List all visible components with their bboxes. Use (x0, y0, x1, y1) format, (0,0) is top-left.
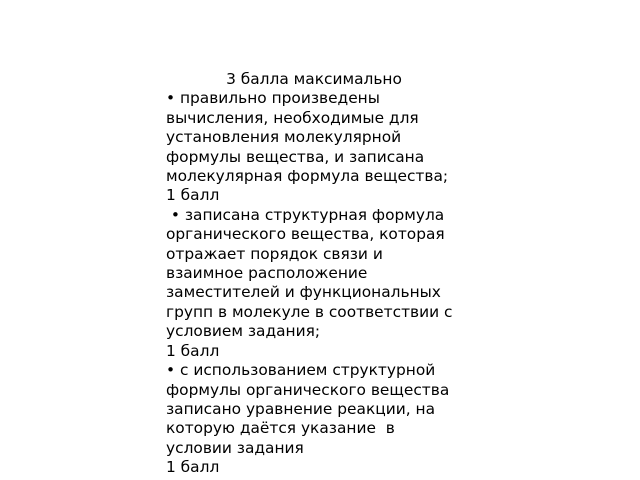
criterion-3-score: 1 балл (166, 458, 220, 477)
criterion-1-line: • правильно произведены (166, 89, 380, 108)
criterion-1-line: установления молекулярной (166, 128, 402, 147)
criterion-2-line: групп в молекуле в соответствии с (166, 302, 453, 321)
criterion-2-line: заместителей и функциональных (166, 283, 441, 302)
criterion-2-line: взаимное расположение (166, 264, 368, 283)
heading-max-score: 3 балла максимально (226, 70, 402, 88)
criterion-2-line: условием задания; (166, 322, 321, 341)
criterion-1-line: вычисления, необходимые для (166, 108, 419, 127)
criterion-3-line: условии задания (166, 438, 304, 457)
criterion-1-line: молекулярная формула вещества; (166, 167, 449, 186)
criterion-1-line: формулы вещества, и записана (166, 147, 425, 166)
criterion-3-line: которую даётся указание в (166, 419, 395, 438)
criterion-2-line: отражает порядок связи и (166, 244, 383, 263)
criterion-2-line: органического вещества, которая (166, 225, 445, 244)
criteria-text-block (166, 70, 476, 478)
criterion-3-line: записано уравнение реакции, на (166, 399, 436, 418)
criterion-2-line: • записана структурная формула (166, 205, 445, 224)
criterion-2-score: 1 балл (166, 341, 220, 360)
criterion-1-score: 1 балл (166, 186, 220, 205)
criterion-3-line: формулы органического вещества (166, 380, 450, 399)
criterion-3-line: • с использованием структурной (166, 361, 436, 380)
